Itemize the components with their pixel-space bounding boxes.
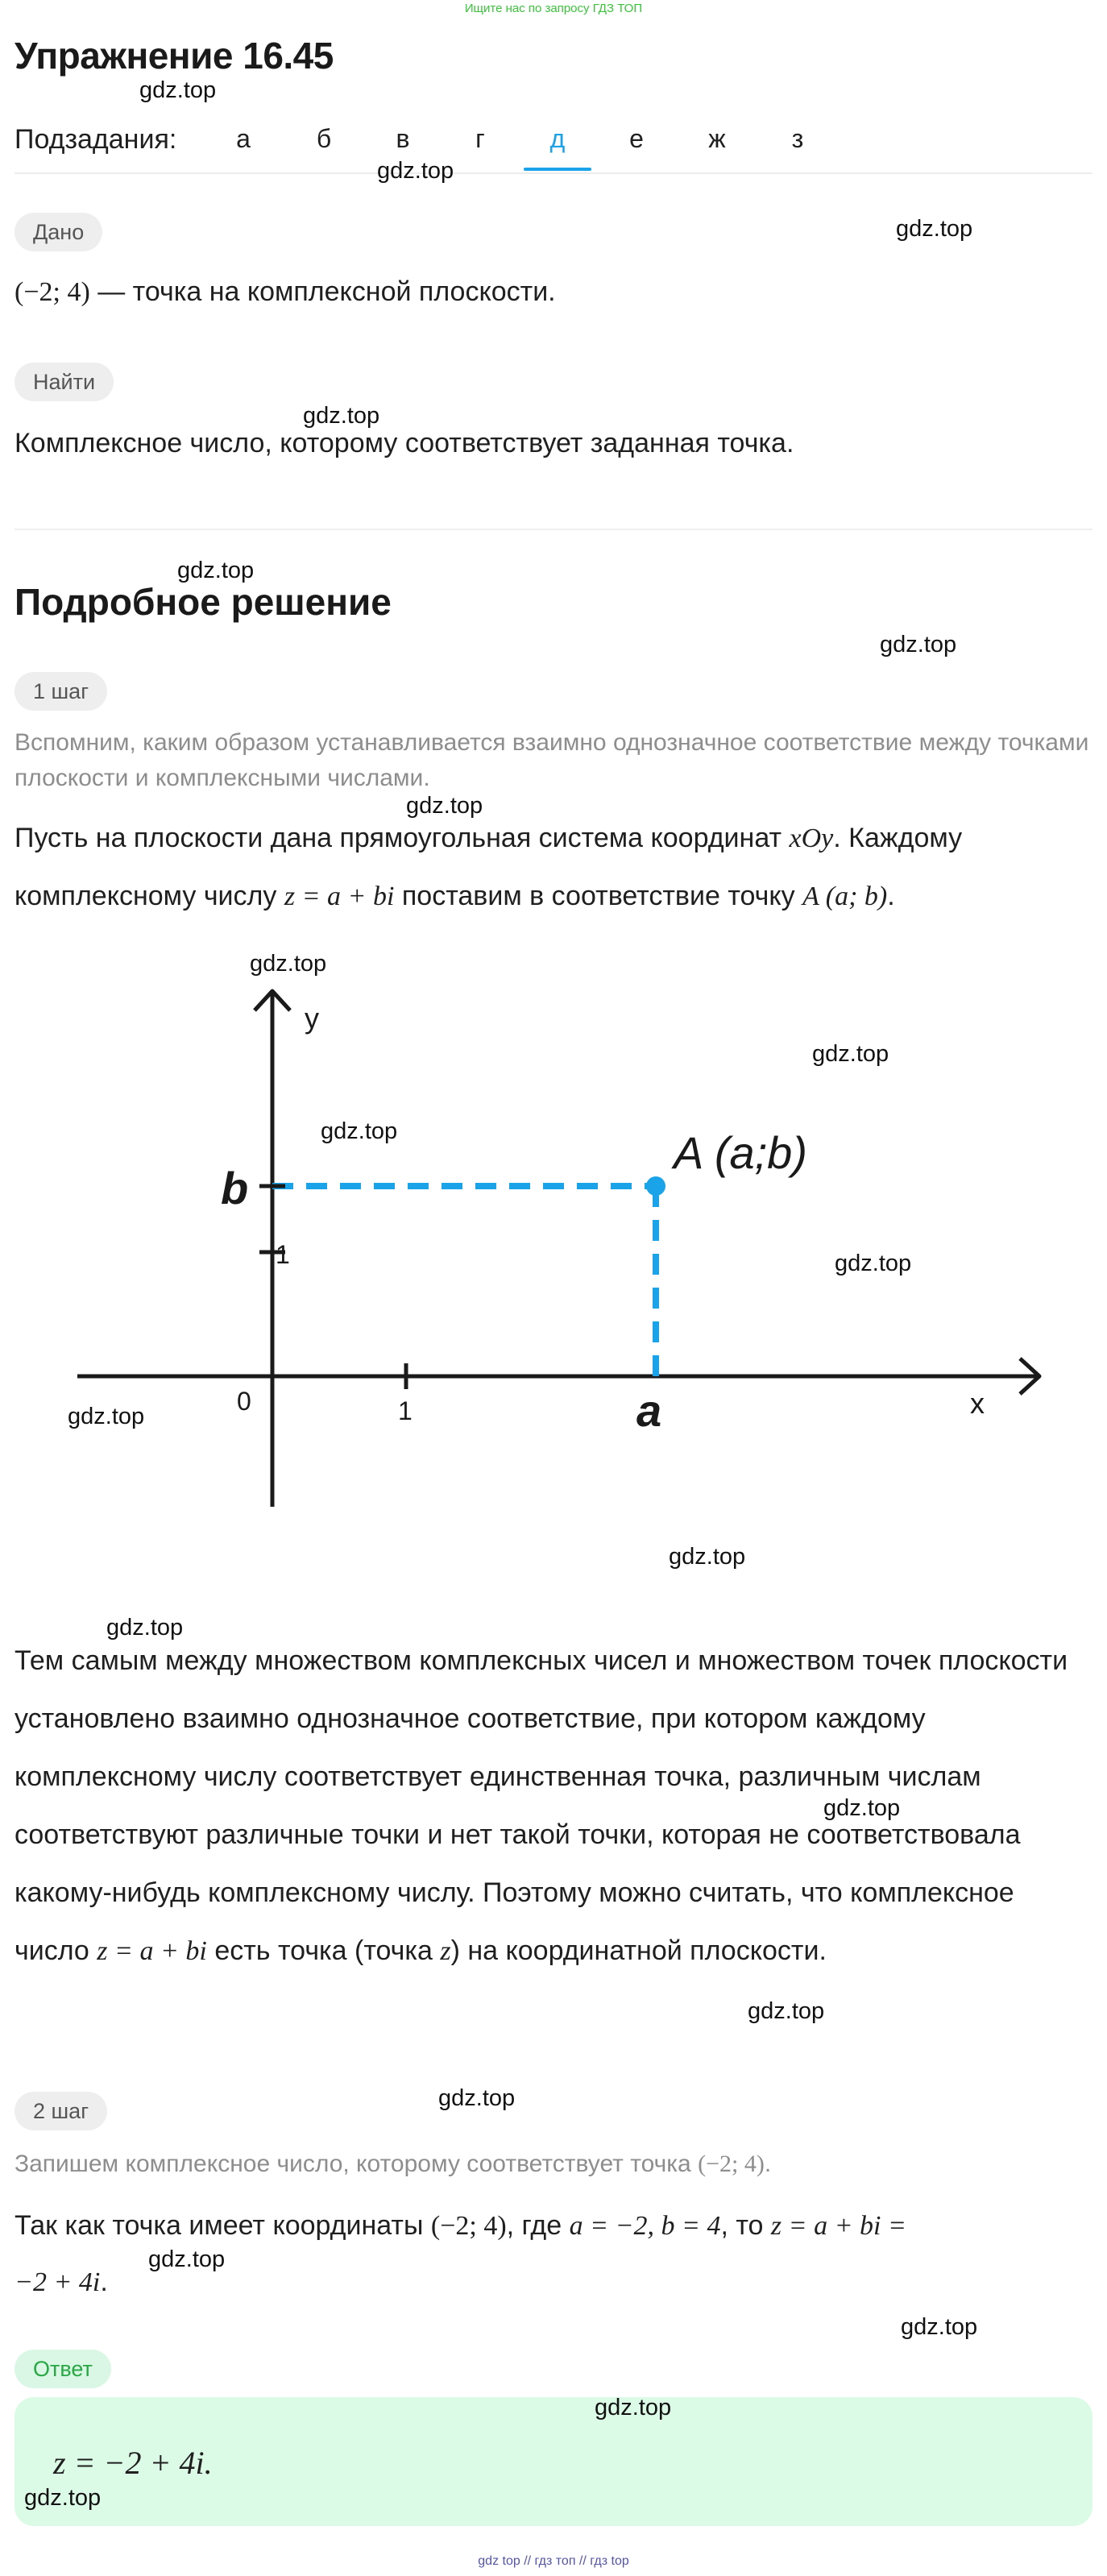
y-one-label: 1 xyxy=(276,1240,290,1269)
active-tab-indicator xyxy=(524,168,591,171)
tab-a[interactable]: а xyxy=(236,124,251,153)
watermark: gdz.top xyxy=(595,2395,672,2420)
step2-l2-math: −2 + 4i xyxy=(15,2267,101,2297)
watermark: gdz.top xyxy=(24,2485,102,2511)
step1-line2-text-a: комплексному числу xyxy=(15,881,284,911)
watermark: gdz.top xyxy=(139,77,217,103)
step2-l1-c: , то xyxy=(720,2210,771,2241)
given-pill: Дано xyxy=(15,213,102,251)
watermark: gdz.top xyxy=(901,2314,978,2340)
watermark: gdz.top xyxy=(406,793,483,819)
top-banner: Ищите нас по запросу ГДЗ ТОП xyxy=(464,2,643,15)
origin-label: 0 xyxy=(237,1387,251,1416)
find-text: Комплексное число, которому соответствует заданная точка. xyxy=(15,428,794,458)
section-divider xyxy=(15,529,1092,530)
watermark: gdz.top xyxy=(177,558,255,583)
tab-e[interactable]: е xyxy=(629,124,644,153)
watermark: gdz.top xyxy=(669,1544,746,1570)
step1-line1 xyxy=(15,822,962,855)
step2-l1-a: Так как точка имеет координаты xyxy=(15,2210,431,2241)
step1-expl-math1: z = a + bi xyxy=(97,1936,207,1966)
step1-explanation xyxy=(15,1632,1092,1981)
y-axis-label: y xyxy=(305,1002,319,1035)
step1-line2-text-b: поставим в соответствие точку xyxy=(394,881,803,911)
step1-line2-math2: A (a; b) xyxy=(802,881,888,911)
step1-expl-b: есть точка (точка xyxy=(206,1935,441,1966)
watermark: gdz.top xyxy=(303,403,380,429)
step1-expl-math2: z xyxy=(440,1936,451,1966)
step1-line1-text-b: . Каждому xyxy=(833,823,963,853)
step1-line2-text-c: . xyxy=(887,881,895,911)
tab-z[interactable]: з xyxy=(791,124,804,153)
find-pill: Найти xyxy=(15,363,114,401)
tab-zh[interactable]: ж xyxy=(708,124,726,153)
watermark: gdz.top xyxy=(880,632,957,657)
step2-hint-b: . xyxy=(764,2151,772,2177)
step1-expl-a: Тем самым между множеством комплексных чисел и множеством точек плоскости установлено взаимно однозначное соответствие, при котором каждому комплексному числу соответствует единственная точка, различным числам соответствуют различные точки и нет такой точки, которая не соответствовала какому-нибудь комплексному числу. Поэтому можно считать, что комплексное число xyxy=(15,1645,1068,1966)
given-desc: — точка на комплексной плоскости. xyxy=(89,276,556,307)
step2-l1-m1: (−2; 4) xyxy=(430,2211,507,2241)
watermark: gdz.top xyxy=(835,1251,912,1276)
point-a xyxy=(646,1176,665,1196)
step2-hint xyxy=(15,2147,771,2182)
tab-d[interactable]: д xyxy=(549,124,566,153)
page xyxy=(15,0,1092,2576)
solution-title: Подробное решение xyxy=(15,581,392,623)
watermark: gdz.top xyxy=(748,1998,825,2024)
x-one-label: 1 xyxy=(398,1396,413,1425)
x-axis-label: x xyxy=(970,1387,985,1420)
step1-expl-c: ) на координатной плоскости. xyxy=(450,1935,827,1966)
footer: gdz top // гдз топ // гдз top xyxy=(478,2554,629,2568)
b-label: b xyxy=(221,1163,249,1213)
step1-line2 xyxy=(15,880,895,913)
watermark: gdz.top xyxy=(438,2085,516,2111)
point-a-label: A (a;b) xyxy=(674,1127,807,1178)
step2-l2-b: . xyxy=(100,2267,108,2297)
answer-box xyxy=(15,2397,1092,2526)
subtasks-bar xyxy=(15,121,1092,174)
watermark: gdz.top xyxy=(250,951,327,977)
step2-hint-math: (−2; 4) xyxy=(698,2151,765,2177)
watermark: gdz.top xyxy=(812,1041,889,1067)
watermark: gdz.top xyxy=(68,1404,145,1429)
watermark: gdz.top xyxy=(377,158,454,184)
tab-g[interactable]: г xyxy=(475,124,485,153)
watermark: gdz.top xyxy=(321,1118,398,1144)
step2-line2 xyxy=(15,2266,108,2299)
complex-plane-graph xyxy=(15,951,1092,1531)
step2-hint-a: Запишем комплексное число, которому соответствует точка xyxy=(15,2151,699,2177)
page-title: Упражнение 16.45 xyxy=(15,35,334,77)
step2-l1-b: , где xyxy=(506,2210,570,2241)
step2-l1-m2: a = −2, b = 4 xyxy=(569,2211,721,2241)
step1-line1-text-a: Пусть на плоскости дана прямоугольная система координат xyxy=(15,823,790,853)
step1-line1-math: xOy xyxy=(789,823,834,853)
step2-pill: 2 шаг xyxy=(15,2092,107,2130)
step2-line1 xyxy=(15,2209,906,2242)
given-math: (−2; 4) xyxy=(15,277,90,307)
answer-math: z = −2 + 4i. xyxy=(53,2445,213,2481)
step1-pill: 1 шаг xyxy=(15,672,107,711)
watermark: gdz.top xyxy=(896,216,973,242)
answer-pill: Ответ xyxy=(15,2350,111,2388)
step1-line2-math: z = a + bi xyxy=(284,881,395,911)
tab-v[interactable]: в xyxy=(396,124,410,153)
given-text xyxy=(15,276,556,309)
watermark: gdz.top xyxy=(148,2246,226,2272)
tab-b[interactable]: б xyxy=(316,124,332,153)
step2-l1-m3: z = a + bi = xyxy=(770,2211,906,2241)
subtasks-label: Подзадания: xyxy=(15,124,177,155)
watermark: gdz.top xyxy=(823,1795,901,1821)
step1-hint: Вспомним, каким образом устанавливается взаимно однозначное соответствие между точками плоскости и комплексными числами. xyxy=(15,729,1089,791)
watermark: gdz.top xyxy=(106,1615,184,1641)
a-label: a xyxy=(636,1385,662,1436)
